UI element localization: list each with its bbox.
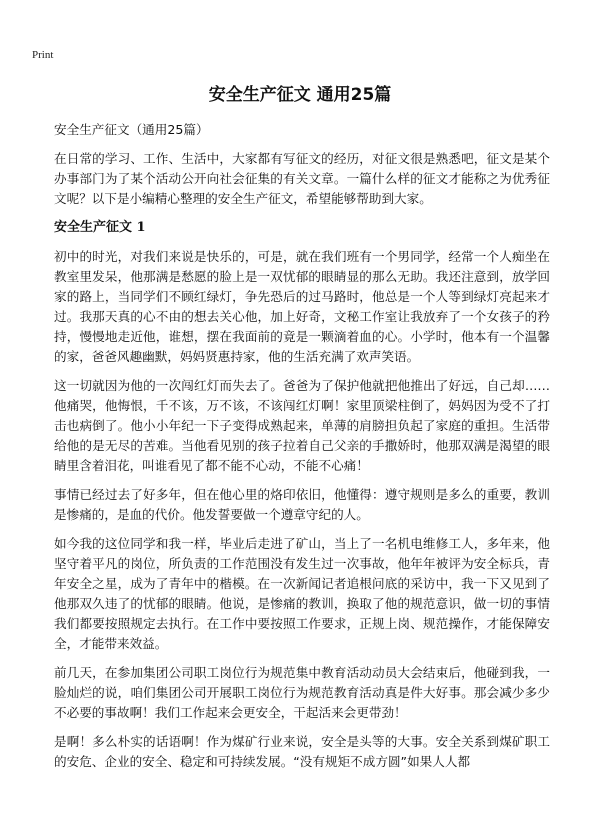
intro-paragraph: 在日常的学习、工作、生活中，大家都有写征文的经历，对征文很是熟悉吧，征文是某个办事部门为了某个活动公开向社会征集的有关文章。一篇什么样的征文才能称之为优秀征文呢？以下是小编精心整理的安全生产征文，希望能够帮助到大家。 (54, 151, 550, 206)
body-paragraph-2: 这一切就因为他的一次闯红灯而失去了。爸爸为了保护他就把他推出了好远，自己却……他痛哭，他悔恨，千不该，万不该，不该闯红灯啊！家里顶梁柱倒了，妈妈因为受不了打击也病倒了。他小小年纪一下子变得成熟起来，单薄的肩膀担负起了家庭的重担。生活带给他的是无尽的苦难。当他看见别的孩子拉着自己父亲的手撒娇时，他那双满是渴望的眼睛里含着泪花，叫谁看见了都不能不心动，不能不心痛！ (54, 378, 550, 473)
article-subtitle: 安全生产征文（通用25篇） (54, 122, 209, 137)
body-paragraph-3: 事情已经过去了好多年，但在他心里的烙印依旧，他懂得：遵守规则是多么的重要，教训是惨痛的，是血的代价。他发誓要做一个遵章守纪的人。 (54, 487, 550, 522)
body-paragraph-6: 是啊！多么朴实的话语啊！作为煤矿行业来说，安全是头等的大事。安全关系到煤矿职工的安危、企业的安全、稳定和可持续发展。“没有规矩不成方圆”如果人人都 (54, 734, 550, 769)
page-title: 安全生产征文 通用25篇 (208, 85, 392, 105)
section-heading: 安全生产征文 1 (54, 220, 146, 235)
article-body (54, 120, 550, 781)
body-paragraph-1: 初中的时光，对我们来说是快乐的，可是，就在我们班有一个男同学，经常一个人痴坐在教室里发呆，他那满是愁愿的脸上是一双忧郁的眼睛显的那么无助。我还注意到，放学回家的路上，当同学们不顾红绿灯，争先恐后的过马路时，他总是一个人等到绿灯亮起来才过。我那天真的心不由的想去关心他，加上好奇，文秘工作室让我放弃了一个女孩子的矜持，慢慢地走近他，谁想，摆在我面前的竟是一颗滴着血的心。小学时，他本有一个温馨的家，爸爸风趣幽默，妈妈贤惠持家，他的生活充满了欢声笑语。 (54, 249, 550, 364)
print-link[interactable]: Print (32, 49, 54, 61)
body-paragraph-4: 如今我的这位同学和我一样，毕业后走进了矿山，当上了一名机电维修工人，多年来，他坚守着平凡的岗位，所负责的工作范围没有发生过一次事故，他年年被评为安全标兵，青年安全之星，成为了青年中的楷模。在一次新闻记者追根问底的采访中，我一下又见到了他那双久违了的忧郁的眼睛。他说，是惨痛的教训，换取了他的规范意识，做一切的事情我们都要按照规定去执行。在工作中要按照工作要求，正规上岗、规范操作，才能保障安全，才能带来效益。 (54, 536, 550, 651)
body-paragraph-5: 前几天，在参加集团公司职工岗位行为规范集中教育活动动员大会结束后，他碰到我，一脸灿烂的说，咱们集团公司开展职工岗位行为规范教育活动真是件大好事。那会减少多少不必要的事故啊！我们工作起来会更安全，干起活来会更带劲！ (54, 665, 550, 720)
